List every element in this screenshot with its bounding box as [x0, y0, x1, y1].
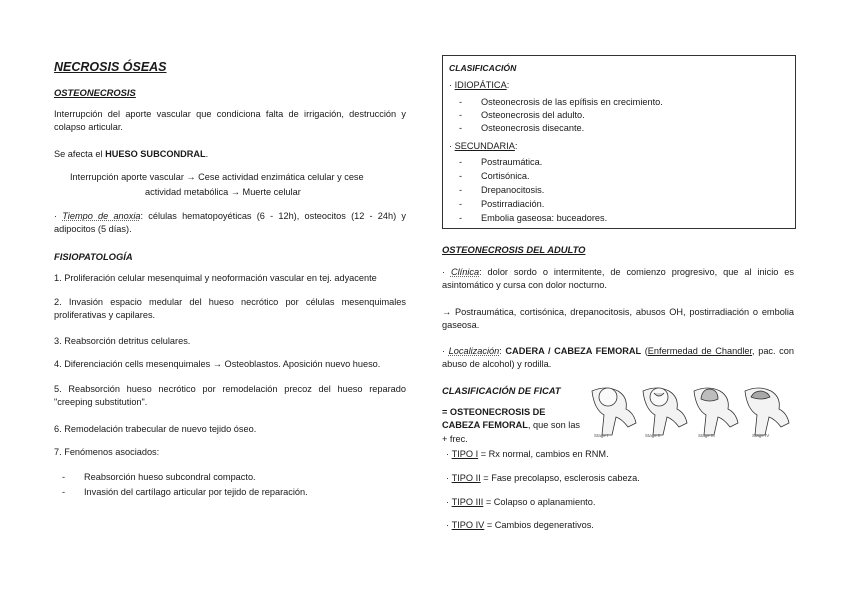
classification-heading: CLASIFICACIÓN — [449, 63, 517, 73]
bullet-dash: - — [459, 185, 463, 195]
location-bold: CADERA / CABEZA FEMORAL — [505, 346, 642, 356]
type-text: = Cambios degenerativos. — [484, 520, 594, 530]
bullet-dash: - — [459, 199, 463, 209]
type-dot: · — [446, 449, 452, 459]
step-1: 1. Proliferación celular mesenquimal y neoformación vascular en tej. adyacente — [54, 273, 377, 283]
secondary-line: · SECUNDARIA: — [449, 141, 518, 151]
clinic-label: Clínica — [450, 267, 480, 277]
page-title: NECROSIS ÓSEAS — [54, 60, 167, 74]
stage-3-femur — [694, 388, 738, 435]
type-dot: · — [446, 473, 452, 483]
item-text: Osteonecrosis disecante. — [481, 123, 585, 133]
location-colon: : — [499, 346, 506, 356]
bullet-dash: - — [62, 487, 66, 497]
bullet-dash: - — [459, 157, 463, 167]
associated-text: Reabsorción hueso subcondral compacto. — [84, 472, 256, 482]
type-text: = Fase precolapso, esclerosis cabeza. — [480, 473, 640, 483]
stage-4-femur — [745, 388, 789, 435]
affects-bold: HUESO SUBCONDRAL — [105, 149, 206, 159]
bullet-dash: - — [459, 171, 463, 181]
location-text — [442, 345, 794, 372]
item-text: Cortisónica. — [481, 171, 530, 181]
step-3: 3. Reabsorción detritus celulares. — [54, 336, 191, 346]
causes-text: → Postraumática, cortisónica, drepanocitosis, abusos OH, postirradiación o embolia gaseosa. — [442, 307, 794, 331]
affects-suffix: . — [205, 149, 209, 159]
stage-2-femur — [643, 388, 687, 435]
ficat-def-rest: , que son las + frec. — [442, 420, 581, 444]
affects-prefix: Se afecta el — [54, 149, 106, 159]
location-dot: · — [442, 346, 449, 356]
clinic-text — [442, 266, 794, 293]
ficat-type-1 — [446, 448, 609, 461]
bullet-dash: - — [459, 97, 463, 107]
item-text: Postirradiación. — [481, 199, 545, 209]
anoxia-text — [54, 210, 406, 237]
adult-heading: OSTEONECROSIS DEL ADULTO — [442, 244, 586, 255]
classification-box — [442, 55, 796, 229]
type-label: TIPO III — [451, 497, 484, 507]
fisiopatologia-heading: FISIOPATOLOGÍA — [54, 251, 133, 262]
stage-label-1: Stage I — [594, 433, 609, 438]
step-7: 7. Fenómenos asociados: — [54, 447, 160, 457]
affects-line — [54, 148, 208, 161]
anoxia-prefix: · — [54, 211, 63, 221]
bullet-dash: - — [459, 213, 463, 223]
ficat-type-2 — [446, 472, 640, 485]
item-text: Drepanocitosis. — [481, 185, 545, 195]
type-text: = Colapso o aplanamiento. — [483, 497, 596, 507]
clinic-dot: · — [442, 267, 451, 277]
step-5: 5. Reabsorción hueso necrótico por remodelación precoz del hueso reparado "creeping substitution". — [54, 384, 406, 408]
stage-label-4: Stage IV — [752, 433, 770, 438]
clinic-body: : dolor sordo o intermitente, de comienzo progresivo, que al inicio es asintomático y cursa con dolor nocturno. — [442, 267, 794, 291]
item-text: Embolia gaseosa: buceadores. — [481, 213, 608, 223]
bullet-dash: - — [62, 472, 66, 482]
ficat-type-4 — [446, 519, 594, 532]
idiopathic-line: · IDIOPÁTICA: — [449, 80, 510, 90]
location-paren: ( — [641, 346, 648, 356]
item-text: Osteonecrosis de las epífisis en crecimiento. — [481, 97, 663, 107]
anoxia-label: Tiempo de anoxia — [62, 211, 141, 221]
stage-label-2: Stage II — [645, 433, 661, 438]
location-label: Localización — [448, 346, 500, 356]
associated-text: Invasión del cartílago articular por tejido de reparación. — [84, 487, 308, 497]
secondary-label: SECUNDARIA — [454, 141, 515, 151]
ficat-type-3 — [446, 496, 595, 509]
chain-line-1: Interrupción aporte vascular → Cese actividad enzimática celular y cese — [70, 172, 364, 182]
chandler-disease: Enfermedad de Chandler — [647, 346, 753, 356]
step-4: 4. Diferenciación cells mesenquimales → Osteoblastos. Aposición nuevo hueso. — [54, 359, 381, 369]
type-dot: · — [446, 520, 452, 530]
stage-1-femur — [592, 388, 636, 435]
stage-label-3: Stage III — [698, 433, 715, 438]
ficat-definition — [442, 406, 584, 446]
anoxia-body: : células hematopoyéticas (6 - 12h), osteocitos (12 - 24h) y adipocitos (5 días). — [54, 211, 406, 235]
type-text: = Rx normal, cambios en RNM. — [478, 449, 609, 459]
chain-line-2: actividad metabólica → Muerte celular — [145, 187, 301, 197]
type-label: TIPO IV — [451, 520, 485, 530]
ficat-heading: CLASIFICACIÓN DE FICAT — [442, 385, 561, 396]
item-text: Osteonecrosis del adulto. — [481, 110, 585, 120]
definition-text: Interrupción del aporte vascular que condiciona falta de irrigación, destrucción y colapso articular. — [54, 109, 406, 133]
type-dot: · — [446, 497, 452, 507]
bullet-dash: - — [459, 110, 463, 120]
step-2: 2. Invasión espacio medular del hueso necrótico por células mesenquimales proliferativas y capilares. — [54, 297, 406, 321]
location-rest: , pac. con abuso de alcohol) y rodilla. — [442, 346, 794, 370]
bullet-dash: - — [459, 123, 463, 133]
type-label: TIPO I — [451, 449, 479, 459]
item-text: Postraumática. — [481, 157, 543, 167]
ficat-def-bold: = OSTEONECROSIS DE CABEZA FEMORAL — [442, 407, 546, 431]
osteonecrosis-heading: OSTEONECROSIS — [54, 87, 136, 98]
step-6: 6. Remodelación trabecular de nuevo tejido óseo. — [54, 424, 257, 434]
idiopathic-label: IDIOPÁTICA — [454, 80, 507, 90]
type-label: TIPO II — [451, 473, 481, 483]
